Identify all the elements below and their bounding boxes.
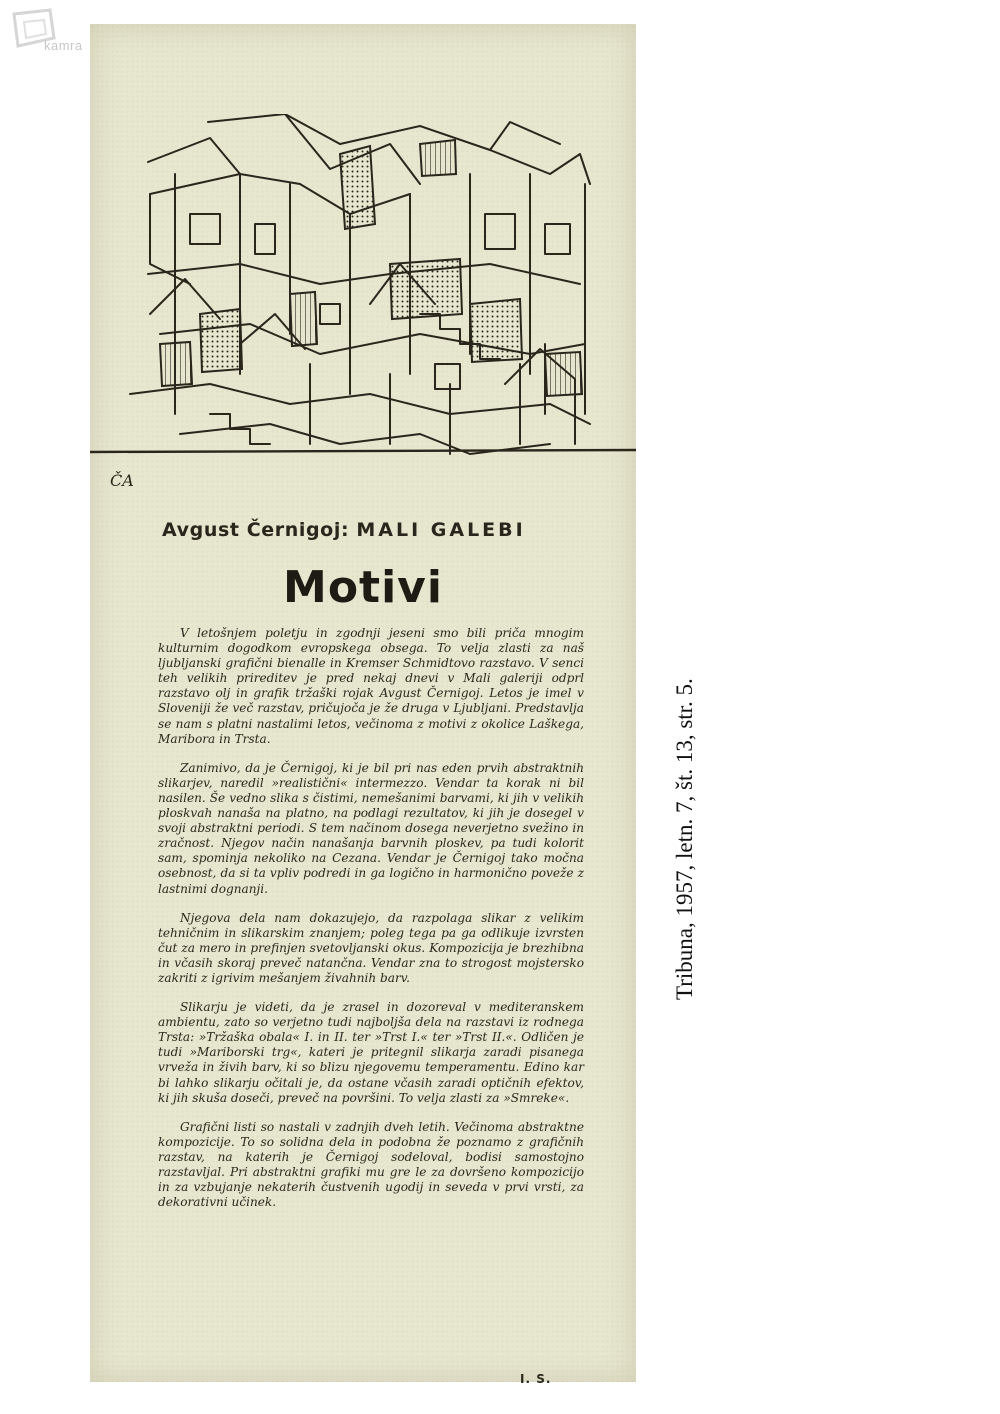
article-headline: Motivi [283,562,443,613]
caption-author: Avgust Černigoj: [162,519,350,541]
author-signature: I. S. [520,1372,552,1386]
cityscape-illustration [90,114,636,504]
illustration-caption [162,519,562,541]
newspaper-clipping [90,24,636,1386]
article-paragraph: Grafični listi so nastali v zadnjih dveh letih. Večinoma abstraktne kompozicije. To so solidna dela in podobna že poznamo z grafičnih razstav, na katerih je Černigoj sodeloval, bodisi samostojno razstavljal. Pri abstraktni grafiki mu gre le za dovršeno kompozicijo in za vzbujanje nekaterih čustvenih ugodij in seveda v prvi vrsti, za dekorativni učinek. [158,1119,584,1210]
article-body [158,626,584,1224]
caption-title: MALI GALEBI [356,519,526,541]
source-caption: Tribuna, 1957, letn. 7, št. 13, str. 5. [672,678,697,1000]
article-paragraph: Zanimivo, da je Černigoj, ki je bil pri nas eden prvih abstraktnih slikarjev, naredil »realistični« intermezzo. Vendar ta korak ni bil nasilen. Še vedno slika s čistimi, nemešanimi barvami, ki jih v velikih ploskvah nanaša na platno, na podlagi rezultatov, ki jih je dosegel v svoji abstraktni periodi. S tem načinom dosega neverjetno svežino in zračnost. Njegov način nanašanja barvnih ploskev, pa tudi kolorit sam, spominja nekoliko na Cezana. Vendar je Černigoj tako močna osebnost, da si ta vpliv podredi in ga logično in harmonično poveže z lastnimi dognanji. [158,760,584,896]
illustration-signature: ČA [110,471,134,490]
article-paragraph: Slikarju je videti, da je zrasel in dozoreval v mediteranskem ambientu, zato so verjetno tudi najboljša dela na razstavi iz rodnega Trsta: »Tržaška obala« I. in II. ter »Trst I.« ter »Trst II.«. Odličen je tudi »Mariborski trg«, kateri je pritegnil slikarja zaradi pisanega vrveža in živih barv, ki so blizu njegovemu temperamentu. Edino kar bi lahko slikarju očitali je, da ostane včasih zaradi optičnih efektov, ki jih skuša doseči, preveč na površini. To velja zlasti za »Smreke«. [158,1000,584,1105]
article-paragraph: V letošnjem poletju in zgodnji jeseni smo bili priča mnogim kulturnim dogodkom evropskega obsega. To velja zlasti za naš ljubljanski grafični bienalle in Kremser Schmidtovo razstavo. V senci teh velikih prireditev je pred nekaj dnevi v Mali galeriji odprl razstavo olj in grafik tržaški rojak Avgust Černigoj. Letos je imel v Sloveniji že več razstav, pričujoča je že druga v Ljubljani. Predstavlja se nam s platni nastalimi letos, večinoma z motivi z okolice Laškega, Maribora in Trsta. [158,626,584,746]
article-paragraph: Njegova dela nam dokazujejo, da razpolaga slikar z velikim tehničnim in slikarskim znanjem; poleg tega pa ga odlikuje izvrsten čut za mero in prefinjen svetovljanski okus. Kompozicija je brezhibna in včasih skoraj preveč natančna. Vendar zna to strogost mojstersko zakriti z igrivim mešanjem živahnih barv. [158,910,584,985]
watermark-text: kamra [44,38,83,53]
